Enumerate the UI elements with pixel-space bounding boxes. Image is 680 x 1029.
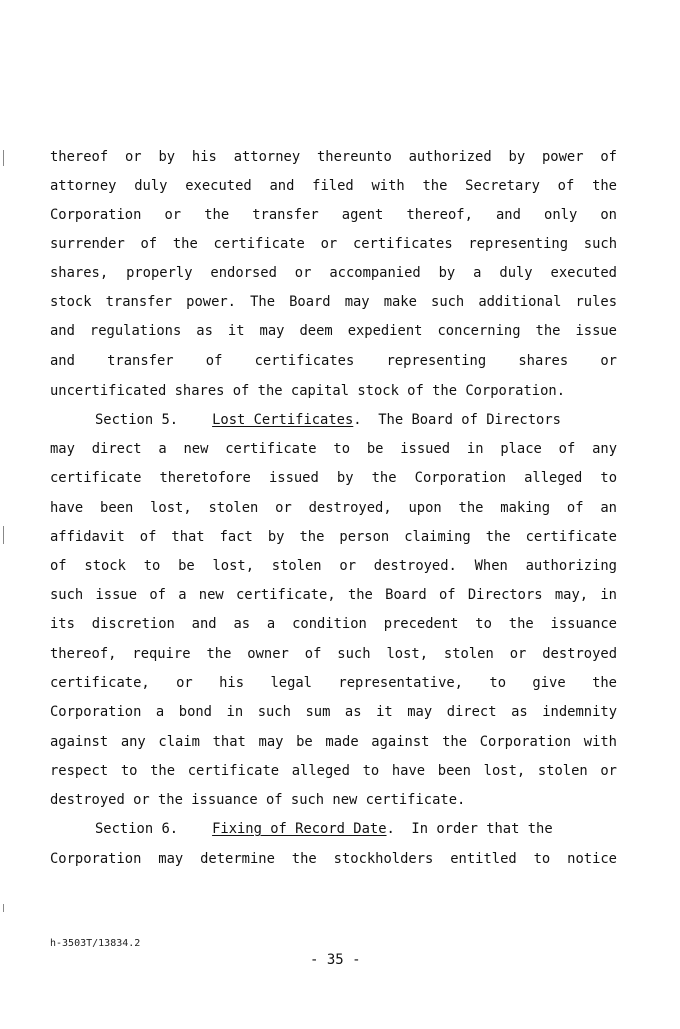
body-line: thereof, require the owner of such lost, stolen or destroyed: [50, 646, 617, 662]
scan-mark: [3, 150, 4, 166]
body-line: have been lost, stolen or destroyed, upon the making of an: [50, 500, 617, 516]
body-line: against any claim that may be made against the Corporation with: [50, 734, 617, 750]
body-line: destroyed or the issuance of such new certificate.: [50, 792, 466, 808]
section-6-heading-line: [95, 818, 617, 840]
body-line: Corporation a bond in such sum as it may direct as indemnity: [50, 704, 617, 720]
body-line: stock transfer power. The Board may make such additional rules: [50, 294, 617, 310]
page-number: - 35 -: [310, 952, 361, 968]
section-6-label: Section 6.: [95, 821, 179, 837]
body-line: surrender of the certificate or certificates representing such: [50, 236, 617, 252]
body-line: certificate, or his legal representative, to give the: [50, 675, 617, 691]
body-line: and transfer of certificates representing shares or: [50, 353, 617, 369]
section-5-heading-line: [95, 409, 617, 431]
body-line: respect to the certificate alleged to have been lost, stolen or: [50, 763, 617, 779]
body-line: certificate theretofore issued by the Corporation alleged to: [50, 470, 617, 486]
body-line: shares, properly endorsed or accompanied by a duly executed: [50, 265, 617, 281]
body-line: may direct a new certificate to be issued in place of any: [50, 441, 617, 457]
body-line: such issue of a new certificate, the Board of Directors may, in: [50, 587, 617, 603]
body-line: Corporation or the transfer agent thereof, and only on: [50, 207, 617, 223]
scan-mark: [3, 526, 4, 544]
document-id-footer: h-3503T/13834.2: [50, 938, 141, 949]
body-line: thereof or by his attorney thereunto authorized by power of: [50, 149, 617, 165]
section-6-heading: Fixing of Record Date: [212, 821, 387, 837]
body-line: uncertificated shares of the capital stock of the Corporation.: [50, 383, 565, 399]
body-line: affidavit of that fact by the person claiming the certificate: [50, 529, 617, 545]
section-5-label: Section 5.: [95, 412, 179, 428]
body-line: and regulations as it may deem expedient concerning the issue: [50, 323, 617, 339]
body-line: of stock to be lost, stolen or destroyed. When authorizing: [50, 558, 617, 574]
section-5-heading: Lost Certificates: [212, 412, 354, 428]
body-line: attorney duly executed and filed with the Secretary of the: [50, 178, 617, 194]
section-5-heading-rest: . The Board of Directors: [353, 412, 561, 428]
section-6-heading-rest: . In order that the: [386, 821, 553, 837]
scan-mark: [3, 904, 4, 912]
body-line: its discretion and as a condition precedent to the issuance: [50, 616, 617, 632]
body-line: Corporation may determine the stockholders entitled to notice: [50, 851, 617, 867]
